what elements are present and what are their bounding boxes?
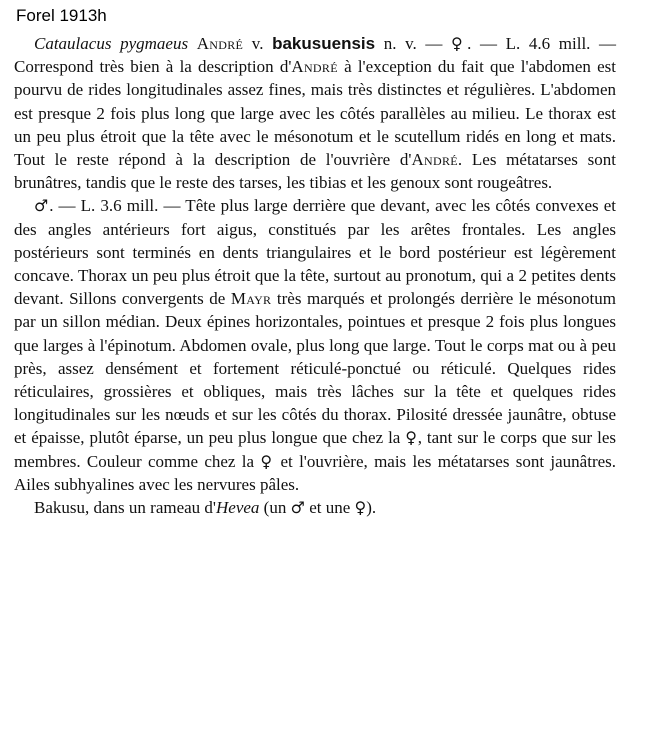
female-symbol-icon: ♀ — [451, 34, 468, 53]
locality-text-2: (un — [259, 498, 291, 518]
species-description-paragraph — [14, 32, 616, 194]
variety-prefix: v. — [251, 34, 264, 53]
female-description-text-1: . — L. 4.6 mill. — Correspond très bien à la description d' — [14, 34, 617, 77]
locality-text-3: et une — [304, 498, 355, 518]
novelty-marker: n. v. — — [383, 34, 443, 53]
mayr-reference: Mayr — [230, 289, 272, 309]
locality-text-1: Bakusu, dans un rameau d' — [34, 498, 216, 518]
male-symbol-icon: ♂ — [34, 196, 50, 216]
document-body — [14, 32, 616, 519]
species-name: Cataulacus pygmaeus — [34, 34, 189, 53]
male-description-text-3: , tant sur le corps que sur les membres. Couleur comme chez la — [14, 428, 617, 471]
female-description-text-3: . Les métatarses sont brunâtres, tandis que le reste des tarses, les tibias et les genoux sont rougeâtres. — [14, 150, 616, 193]
male-description-text-1: . — L. 3.6 mill. — Tête plus large derrière que devant, avec les côtés convexes et des angles antérieurs fort aigus, constitués par les arêtes frontales. Les angles postérieurs sont terminés en dents triangulaires et le bord postérieur est légèrement concave. Thorax un peu plus étroit que la tête, surtout au pronotum, qui a 2 petites dents devant. Sillons convergents de — [14, 196, 616, 309]
locality-paragraph — [14, 496, 616, 519]
locality-text-4: ). — [366, 498, 377, 518]
male-description-paragraph — [14, 194, 616, 496]
host-plant-name: Hevea — [216, 498, 260, 518]
variety-name: bakusuensis — [272, 34, 376, 53]
author-reference-2: André — [411, 150, 458, 170]
male-description-text-2: très marqués et prolongés derrière le mésonotum par un sillon médian. Deux épines horizontales, pointues et presque 2 fois plus longues que larges à l'épinotum. Abdomen ovale, plus long que large. Tout le corps mat ou à peu près, assez densément et fortement réticulé-ponctué ou réticulé. Quelques rides réticulaires, grossières et obliques, mais très lâches sur la tête et quelques rides longitudinales sur les nœuds et sur les côtés du thorax. Pilosité dressée jaunâtre, obtuse et épaisse, plutôt éparse, un peu plus longue que chez la — [14, 289, 616, 448]
female-symbol-icon-a: ♀ — [405, 428, 418, 448]
female-symbol-icon-b: ♀ — [260, 451, 275, 471]
male-symbol-icon-locality: ♂ — [290, 498, 305, 518]
species-author: André — [196, 34, 244, 53]
female-symbol-icon-locality: ♀ — [354, 498, 367, 518]
female-description-text-2: à l'exception du fait que l'abdomen est pourvu de rides longitudinales assez fines, mais très distinctes et régulières. L'abdomen est presque 2 fois plus long que large avec les côtés parallèles au milieu. Le thorax est un peu plus étroit que la tête avec le mésonotum et le scutellum ridés en long et mats. Tout le reste répond à la description de l'ouvrière d' — [14, 57, 616, 170]
author-reference: André — [291, 57, 338, 77]
document-source-label: Forel 1913h — [16, 6, 107, 25]
male-description-text-4: et l'ouvrière, mais les métatarses sont jaunâtres. Ailes subhyalines avec les nervures pâles. — [14, 451, 617, 494]
